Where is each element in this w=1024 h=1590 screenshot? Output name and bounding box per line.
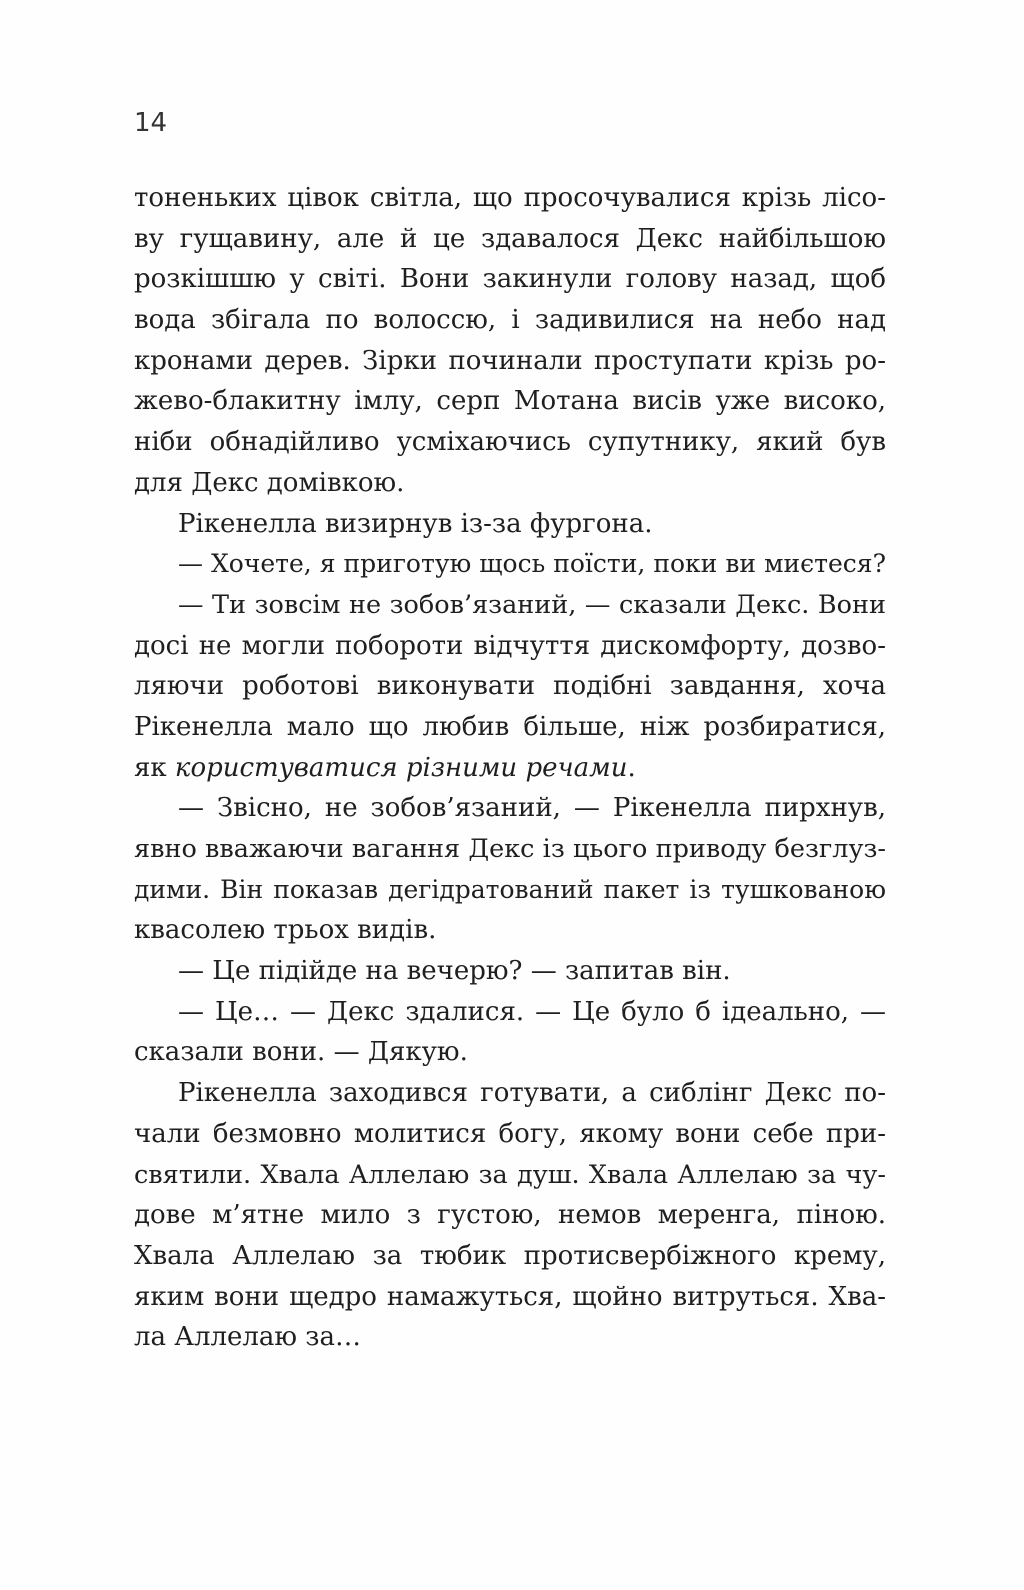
text-line: ла Аллелаю за…: [134, 1322, 361, 1353]
text-line: ніби обнадійливо усміхаючись супутнику, який був: [134, 427, 886, 458]
dialogue-line: — Хочете, я приготую щось поїсти, поки ви миєтеся?: [178, 549, 886, 579]
text-italic: користуватися різними речами: [174, 752, 628, 783]
dialogue-line: — Це підійде на вечерю? — запитав він.: [178, 956, 731, 987]
text-line: досі не могли побороти відчуття дискомфорту, дозво-: [134, 630, 886, 661]
text-plain: як: [134, 752, 175, 783]
dialogue-line: — Це… — Декс здалися. — Це було б ідеально, —: [178, 996, 886, 1027]
text-line: чали безмовно молитися богу, якому вони себе при-: [134, 1118, 886, 1149]
text-line: дове м’ятне мило з густою, немов меренга, піною.: [134, 1200, 886, 1231]
text-line: ляючи роботові виконувати подібні завдання, хоча: [134, 671, 886, 702]
text-line: Рікенелла визирнув із-за фургона.: [178, 508, 653, 539]
text-line: святили. Хвала Аллелаю за душ. Хвала Аллелаю за чу-: [134, 1159, 886, 1190]
text-line: для Декс домівкою.: [134, 467, 405, 498]
dialogue-line: — Ти зовсім не зобов’язаний, — сказали Декс. Вони: [178, 589, 886, 620]
text-line: Рікенелла заходився готувати, а сиблінг Декс по-: [178, 1078, 886, 1109]
text-line: розкішшю у світі. Вони закинули голову назад, щоб: [134, 264, 886, 295]
text-line: явно вважаючи вагання Декс із цього приводу безглуз-: [134, 834, 886, 864]
text-line: яким вони щедро намажуться, щойно витруться. Хва-: [134, 1281, 886, 1312]
text-line: ву гущавину, але й це здавалося Декс найбільшою: [134, 223, 886, 254]
text-line: сказали вони. — Дякую.: [134, 1037, 468, 1068]
text-line: Хвала Аллелаю за тюбик протисвербіжного крему,: [134, 1240, 886, 1271]
page-number: 14: [134, 108, 168, 138]
text-line: квасолею трьох видів.: [134, 915, 437, 946]
text-line-mixed: [134, 748, 886, 789]
text-line: жево-блакитну імлу, серп Мотана висів уже високо,: [134, 386, 886, 417]
text-line: тоненьких цівок світла, що просочувалися крізь лісо-: [134, 183, 886, 213]
body-text: [134, 178, 886, 1358]
text-line: дими. Він показав дегідратований пакет із тушкованою: [134, 874, 886, 904]
dialogue-line: — Звісно, не зобов’язаний, — Рікенелла пирхнув,: [178, 793, 886, 824]
text-line: Рікенелла мало що любив більше, ніж розбиратися,: [134, 711, 886, 742]
text-plain: .: [627, 752, 636, 783]
text-line: кронами дерев. Зірки починали проступати крізь ро-: [134, 345, 886, 376]
text-line: вода збігала по волоссю, і задивилися на небо над: [134, 305, 886, 336]
